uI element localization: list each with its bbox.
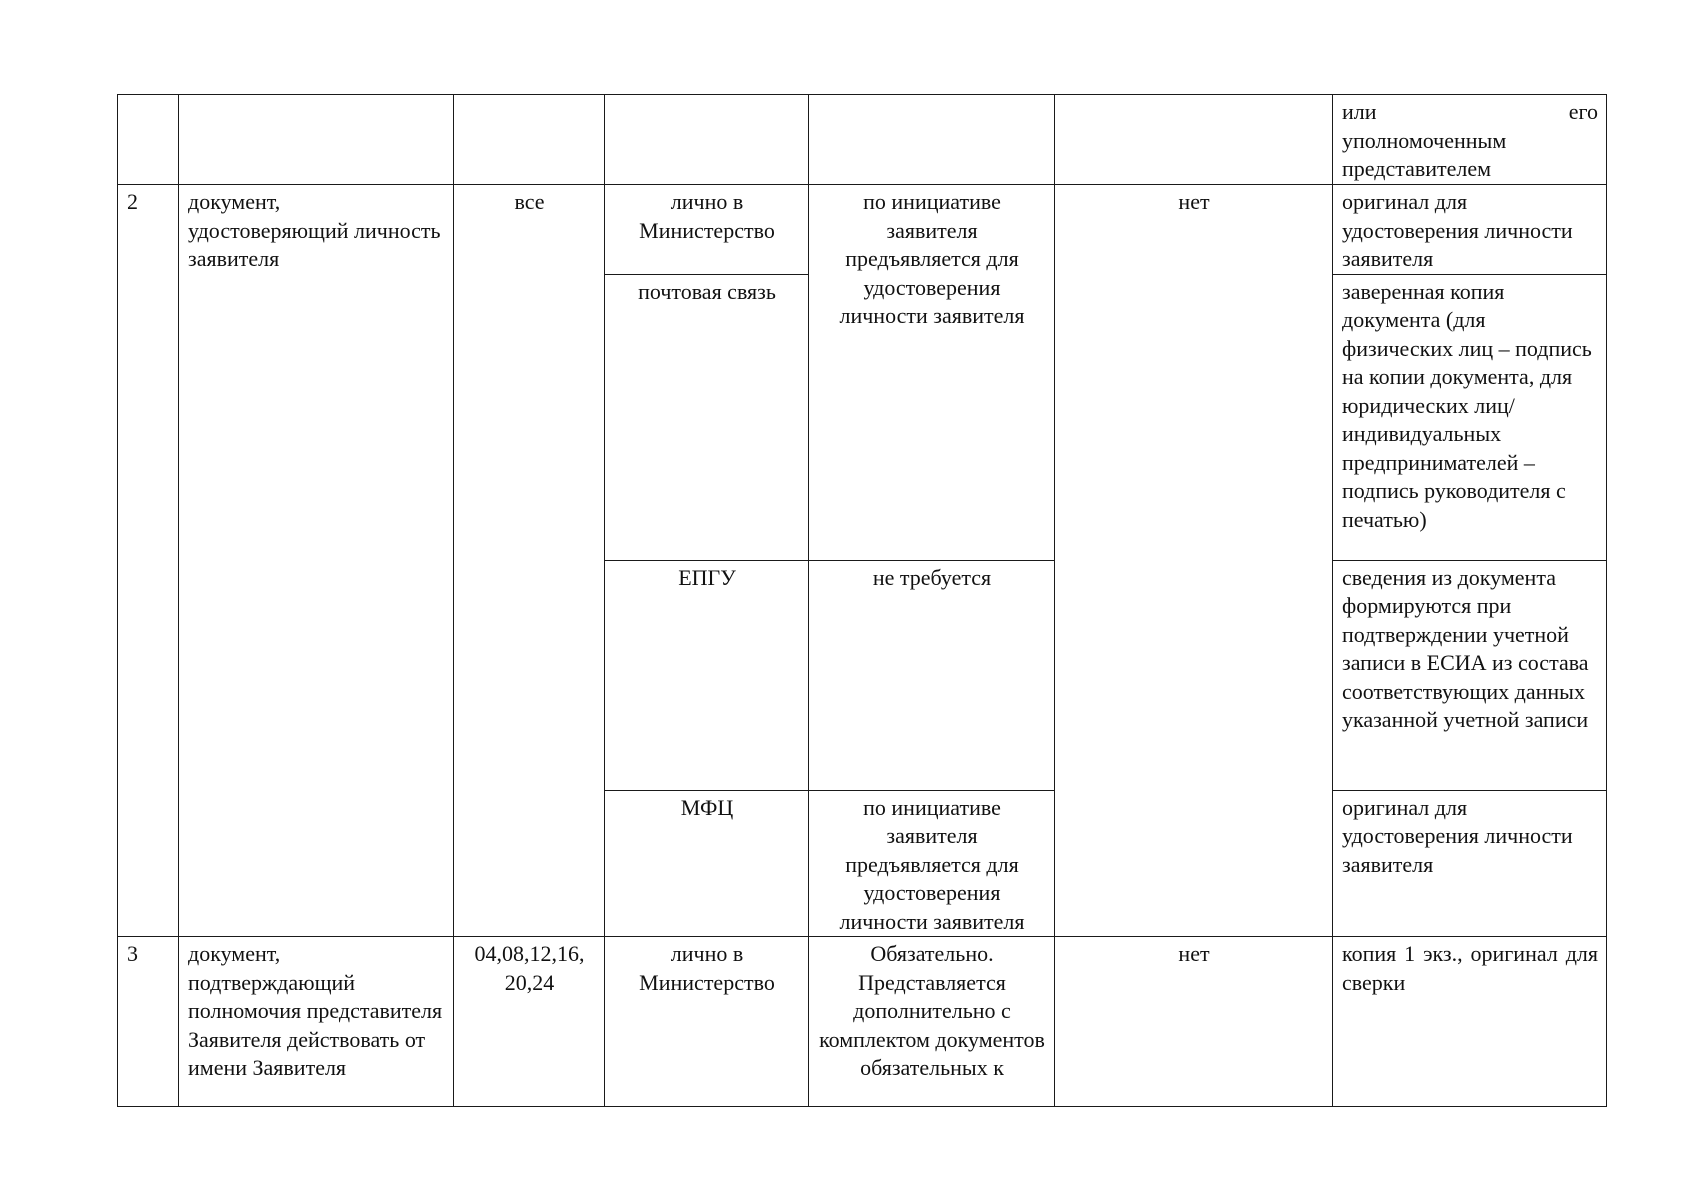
table-cell-form [1333,95,1607,185]
table-row [118,185,1607,275]
applicant-category: 04,08,12,16, 20,24 [454,937,605,1107]
table-row [118,95,1607,185]
table-row [118,937,1607,1107]
submission-channel: МФЦ [605,790,809,937]
submission-channel: ЕПГУ [605,560,809,790]
continuation-word-2: его [1568,99,1598,124]
interdepartmental-request: нет [1055,185,1333,937]
table-cell [1055,95,1333,185]
document-form: оригинал для удостоверения личности заявителя [1333,185,1607,275]
document-form: оригинал для удостоверения личности заявителя [1333,790,1607,937]
interdepartmental-request: нет [1055,937,1333,1107]
submission-channel: лично в Министерство [605,937,809,1107]
submission-channel: лично в Министерство [605,185,809,275]
table-cell [454,95,605,185]
table-cell [179,95,454,185]
continuation-word-1: или [1342,99,1377,124]
document-form: сведения из документа формируются при подтверждении учетной записи в ЕСИА из состава соответствующих данных указанной учетной записи [1333,560,1607,790]
table-cell [809,95,1055,185]
document-form: заверенная копия документа (для физических лиц – подпись на копии документа, для юридических лиц/индивидуальных предпринимателей – подпись руководителя с печатью) [1333,274,1607,560]
submission-requirement: Обязательно. Представляется дополнительно с комплектом документов обязательных к [809,937,1055,1107]
document-name: документ, подтверждающий полномочия представителя Заявителя действовать от имени Заявителя [179,937,454,1107]
document-form: копия 1 экз., оригинал для сверки [1333,937,1607,1107]
document-table [117,94,1607,1107]
applicant-category: все [454,185,605,937]
table-cell [118,95,179,185]
continuation-text: уполномоченным представителем [1342,127,1507,181]
table-cell [605,95,809,185]
row-number: 3 [118,937,179,1107]
submission-requirement: по инициативе заявителя предъявляется для удостоверения личности заявителя [809,790,1055,937]
submission-channel: почтовая связь [605,274,809,560]
submission-requirement: по инициативе заявителя предъявляется для удостоверения личности заявителя [809,185,1055,561]
document-name: документ, удостоверяющий личность заявителя [179,185,454,937]
submission-requirement: не требуется [809,560,1055,790]
row-number: 2 [118,185,179,937]
